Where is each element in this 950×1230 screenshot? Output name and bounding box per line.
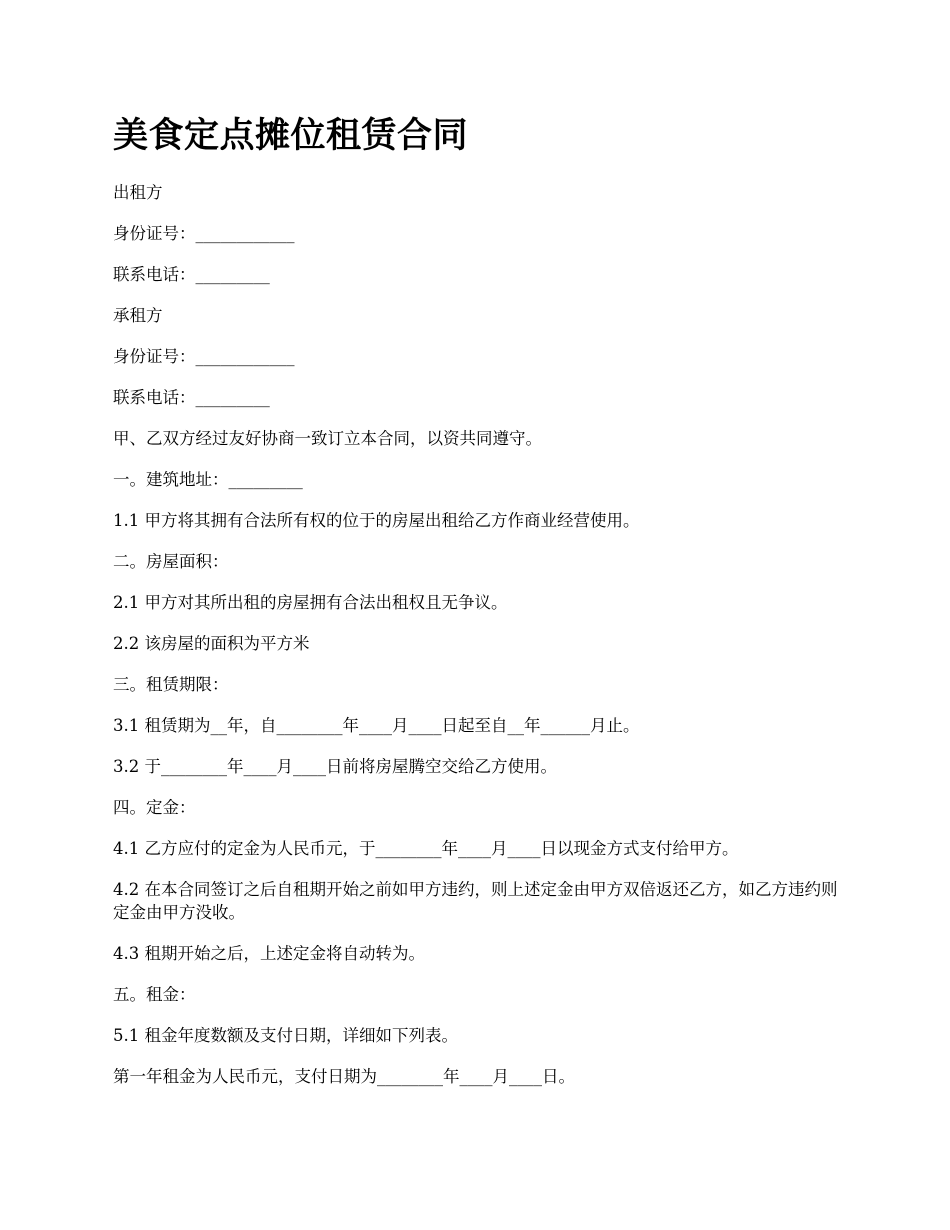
lessor-phone: 联系电话：_________	[113, 265, 270, 284]
lessor-id-number: 身份证号：____________	[113, 224, 295, 243]
clause-2-2: 2.2 该房屋的面积为平方米	[113, 634, 310, 653]
section-heading-deposit: 四。定金：	[113, 798, 196, 817]
section-heading-rent: 五。租金：	[113, 985, 196, 1004]
agreement-intro: 甲、乙双方经过友好协商一致订立本合同，以资共同遵守。	[113, 429, 542, 448]
lessee-heading: 承租方	[113, 306, 163, 325]
clause-4-3: 4.3 租期开始之后，上述定金将自动转为。	[113, 944, 425, 963]
document-title: 美食定点摊位租赁合同	[113, 116, 469, 156]
lessor-heading: 出租方	[113, 183, 163, 202]
clause-3-1: 3.1 租赁期为__年，自________年____月____日起至自__年______月止。	[113, 716, 640, 735]
document-page	[113, 112, 838, 1106]
clause-3-2: 3.2 于________年____月____日前将房屋腾空交给乙方使用。	[113, 757, 557, 776]
clause-2-1: 2.1 甲方对其所出租的房屋拥有合法出租权且无争议。	[113, 593, 508, 612]
section-heading-address: 一。建筑地址：_________	[113, 470, 303, 489]
first-year-rent: 第一年租金为人民币元，支付日期为________年____月____日。	[113, 1067, 575, 1086]
lessee-id-number: 身份证号：____________	[113, 347, 295, 366]
section-heading-area: 二。房屋面积：	[113, 552, 229, 571]
section-heading-term: 三。租赁期限：	[113, 675, 229, 694]
clause-4-1: 4.1 乙方应付的定金为人民币元，于________年____月____日以现金方式支付给甲方。	[113, 839, 739, 858]
lessee-phone: 联系电话：_________	[113, 388, 270, 407]
clause-5-1: 5.1 租金年度数额及支付日期，详细如下列表。	[113, 1026, 458, 1045]
clause-4-2: 4.2 在本合同签订之后自租期开始之前如甲方违约，则上述定金由甲方双倍返还乙方，如乙方违约则定金由甲方没收。	[113, 880, 838, 922]
clause-1-1: 1.1 甲方将其拥有合法所有权的位于的房屋出租给乙方作商业经营使用。	[113, 511, 640, 530]
